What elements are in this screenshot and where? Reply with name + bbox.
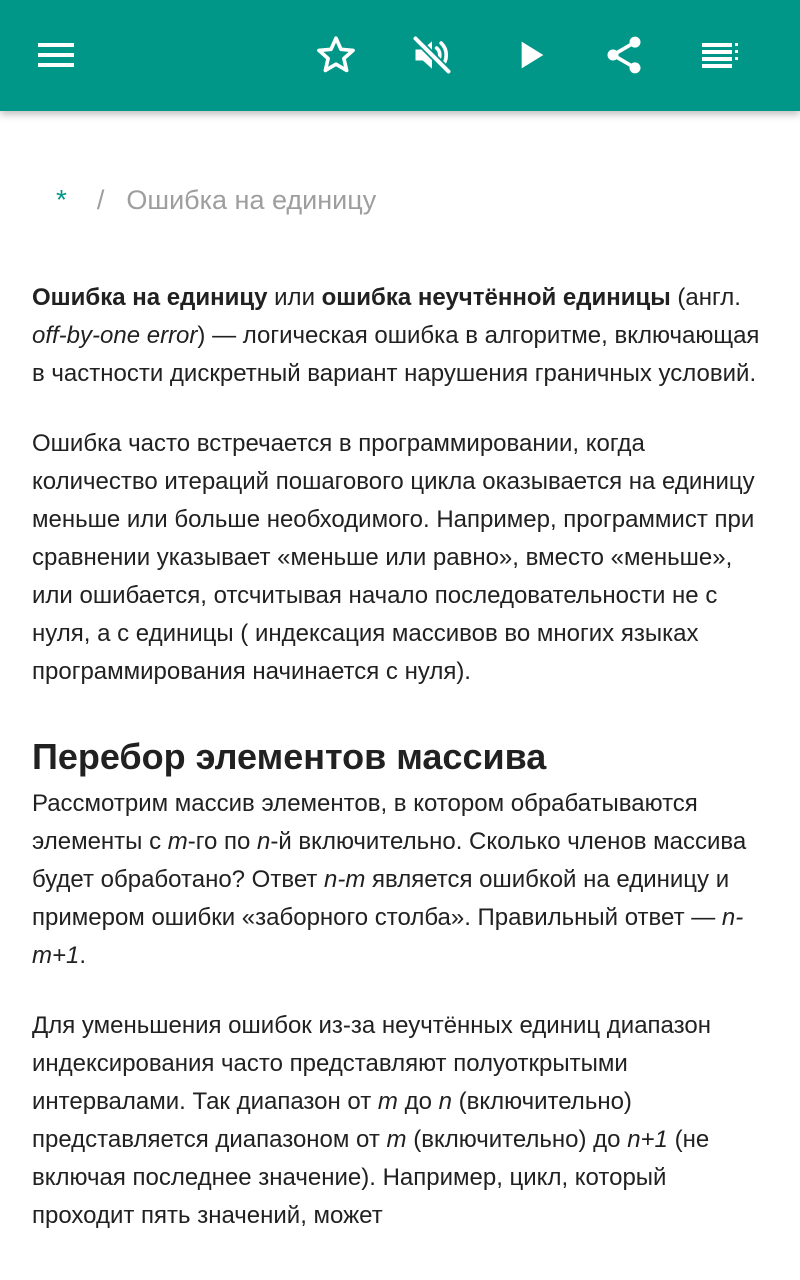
contents-list-icon [700,35,740,75]
english-term: off-by-one error [32,322,198,349]
share-button[interactable] [596,27,652,83]
menu-icon [36,35,76,75]
article-content [32,150,768,1267]
paragraph-2: Ошибка часто встречается в программировании, когда количество итераций пошагового цикла оказывается на единицу меньше или больше необходимого. Например, программист при сравнении указывает «меньше или равно», вместо «меньше», или ошибается, отсчитывая начало последовательности не с нуля, а с единицы ( индексация массивов во многих языках программирования начинается с нуля). [32,430,755,685]
menu-button[interactable] [28,27,84,83]
app-toolbar [0,0,800,111]
breadcrumb [56,180,768,220]
bookmark-button[interactable] [308,27,364,83]
share-icon [602,33,646,77]
breadcrumb-home-link[interactable]: * [56,184,67,215]
section-heading: Перебор элементов массива [32,736,547,777]
paragraph-4: Для уменьшения ошибок из-за неучтённых единиц диапазон индексирования часто представляют полуоткрытыми интервалами. Так диапазон от m до n (включительно) представляется диапазоном от m (включительно) до n+1 (не включая последнее значение). Например, цикл, который проходит пять значений, может [32,1012,711,1229]
star-icon [314,33,358,77]
volume-off-icon [410,33,454,77]
term-alt-bold: ошибка неучтённой единицы [321,284,671,311]
breadcrumb-current: Ошибка на единицу [126,185,377,215]
mute-button[interactable] [404,27,460,83]
paragraph-3: Рассмотрим массив элементов, в котором обрабатываются элементы с m-го по n-й включительно. Сколько членов массива будет обработано? Ответ n-m является ошибкой на единицу и примером ошибки «заборного столба». Правильный ответ — n-m+1. [32,790,747,969]
term-bold: Ошибка на единицу [32,284,268,311]
play-button[interactable] [502,27,558,83]
breadcrumb-separator: / [96,185,105,215]
contents-button[interactable] [692,27,748,83]
play-icon [510,35,550,75]
intro-paragraph: Ошибка на единицу или ошибка неучтённой единицы (англ. off-by-one error) — логическая ошибка в алгоритме, включающая в частности дискретный вариант нарушения граничных условий. [32,284,760,387]
